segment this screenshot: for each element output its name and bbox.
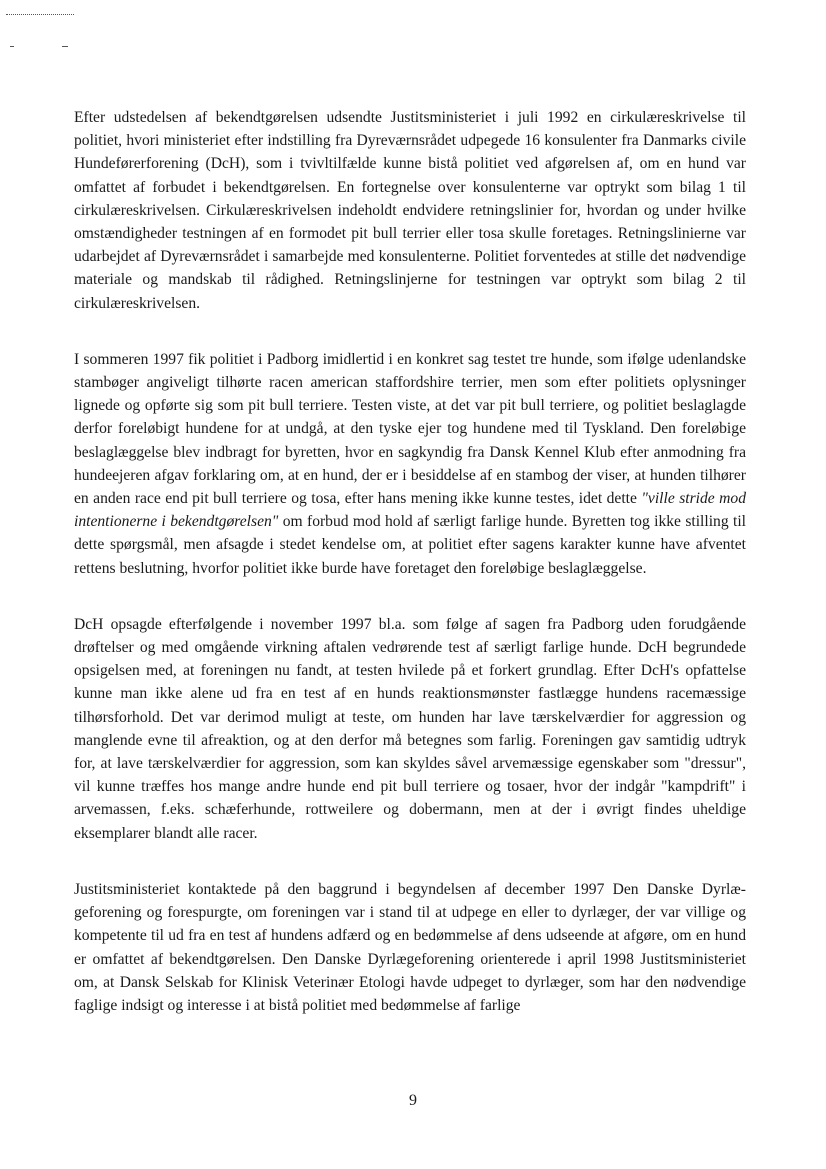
dotted-line [6,14,74,15]
paragraph-2-start: I sommeren 1997 fik politiet i Padborg imidlertid i en konkret sag testet tre hunde, som ifølge udenlandske stambøger angiveligt tilhørte racen american staffordshire terrier, men som efter politiets oplysninger lignede og opførte sig som pit bull terriere. Testen viste, at det var pit bull terriere, og politiet beslaglagde derfor foreløbigt hundene for at undgå, at den tyske ejer tog hundene med til Tyskland. Den foreløbige beslaglæggelse blev indbragt for byretten, hvor en sagkyndig fra Dansk Kennel Klub efter anmodning fra hundeejeren afgav forklaring om, at en hund, der er i besiddelse af en stambog der viser, at hunden tilhører en anden race end pit bull terriere og tosa, efter hans mening ikke kunne testes, idet dette [74,350,746,508]
dash-mark [10,46,14,47]
dash-mark [62,46,68,47]
paragraph-2 [74,348,746,580]
page-number: 9 [409,1092,417,1109]
quoted-phrase: "ville stride mod intentionerne i bekendtgørelsen" [74,490,747,531]
scan-corner-mark [6,6,76,50]
paragraph-2-end: om forbud mod hold af særligt farlige hunde. Byretten tog ikke stilling til dette spørgsmål, men afsagde i stedet kendelse om, at politiet efter sagens karakter kunne have afventet rettens beslutning, hvorfor politiet ikke burde have foretaget den foreløbige beslaglæggelse. [74,513,747,577]
paragraph-3: DcH opsagde efterfølgende i november 1997 bl.a. som følge af sagen fra Padborg uden forudgående drøftelser og med omgående virkning aftalen vedrørende test af særligt farlige hunde. DcH begrundede opsigelsen med, at foreningen nu fandt, at testen hvilede på et forkert grundlag. Efter DcH's opfattelse kunne man ikke alene ud fra en test af en hunds reaktionsmønster fastlægge hundens racemæssige tilhørsforhold. Det var derimod muligt at teste, om hunden har lave tærskelværdier for aggression og manglende evne til afreaktion, og at den derfor må betegnes som farlig. Foreningen gav samtidig udtryk for, at lave tærskelværdier for aggression, som kan skyldes såvel arvemæssige egenskaber som "dressur", vil kunne træffes hos mange andre hunde end pit bull terriere og tosaer, hvor der indgår "kampdrift" i arvemassen, f.eks. schæferhunde, rottweilere og dobermann, men at der i øvrigt findes uheldige eksemplarer blandt alle racer. [74,615,746,842]
body-text [74,106,746,1017]
paragraph-1: Efter udstedelsen af bekendtgørelsen udsendte Justitsministeriet i juli 1992 en cirkulæreskrivelse til politiet, hvori ministeriet efter indstilling fra Dyreværnsrådet udpegede 16 konsulenter fra Danmarks civile Hundeførerforening (DcH), som i tvivltilfælde kunne bistå politiet ved afgørelsen af, om en hund var omfattet af forbudet i bekendtgørelsen. En fortegnelse over konsulenterne var optrykt som bilag 1 til cirkulæreskrivelsen. Cirkulæreskrivelsen indeholdt endvidere retningslinier for, hvordan og under hvilke omstændigheder testningen af en formodet pit bull terrier eller tosa skulle foretages. Retningslinierne var udarbejdet af Dyreværnsrådet i samarbejde med konsulenterne. Politiet forventedes at stille det nødvendige materiale og mandskab til rådighed. Retningslinjerne for testningen var optrykt som bilag 2 til cirkulæreskrivelsen. [74,109,746,312]
paragraph-4: Justitsministeriet kontaktede på den baggrund i begyndelsen af december 1997 Den Danske Dyrlægeforening og forespurgte, om foreningen var i stand til at udpege en eller to dyrlæger, der var villige og kompetente til ud fra en test af hundens adfærd og en bedømmelse af dens udseende at afgøre, om en hund er omfattet af bekendtgørelsen. Den Danske Dyrlægeforening orienterede i april 1998 Justitsministeriet om, at Dansk Selskab for Klinisk Veterinær Etologi havde udpeget to dyrlæger, som har den nødvendige faglige indsigt og interesse i at bistå politiet med bedømmelse af farlige [74,880,746,1014]
